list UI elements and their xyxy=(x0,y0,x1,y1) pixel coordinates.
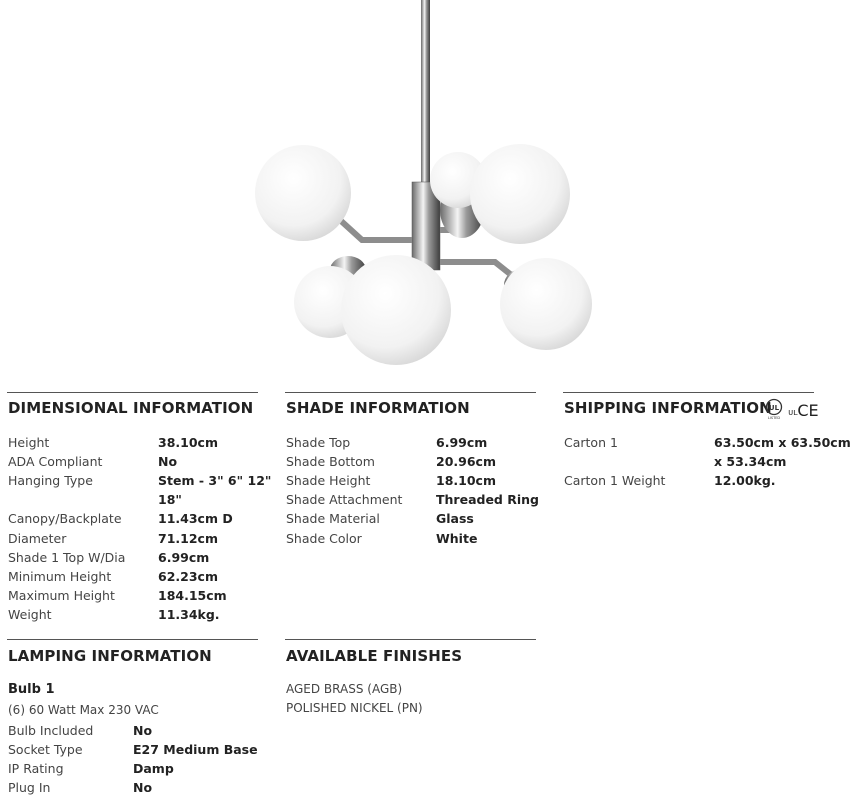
shipping-title: SHIPPING INFORMATION xyxy=(564,399,772,417)
row-value: No xyxy=(133,780,153,795)
row-label: Minimum Height xyxy=(8,569,112,584)
certification-icons xyxy=(764,398,824,420)
row-value: 18.10cm xyxy=(436,473,496,488)
ul-listed-icon xyxy=(767,400,782,421)
row-label: Carton 1 Weight xyxy=(564,473,666,488)
row-label: Shade Height xyxy=(286,473,371,488)
row-value: 38.10cm xyxy=(158,435,218,450)
row-label: Bulb Included xyxy=(8,723,94,738)
row-label: Weight xyxy=(8,607,52,622)
ce-mark-icon: CE xyxy=(797,401,819,420)
lamping-title: LAMPING INFORMATION xyxy=(8,647,212,665)
row-label: Maximum Height xyxy=(8,588,115,603)
row-value: Glass xyxy=(436,511,474,526)
lamping-rule xyxy=(7,639,258,640)
row-value-continued: x 53.34cm xyxy=(714,454,787,469)
row-value: 63.50cm x 63.50cm xyxy=(714,435,851,450)
row-label: Shade Color xyxy=(286,531,362,546)
row-label: Carton 1 xyxy=(564,435,618,450)
shade-title: SHADE INFORMATION xyxy=(286,399,470,417)
product-image xyxy=(230,0,610,370)
row-value-continued: 18" xyxy=(158,492,182,507)
row-value: 6.99cm xyxy=(436,435,488,450)
row-label: Shade Top xyxy=(286,435,351,450)
row-value: 6.99cm xyxy=(158,550,210,565)
row-label: ADA Compliant xyxy=(8,454,103,469)
row-value: 11.43cm D xyxy=(158,511,233,526)
shade-rule xyxy=(285,392,536,393)
row-label: Shade 1 Top W/Dia xyxy=(8,550,126,565)
bulb-heading: Bulb 1 xyxy=(8,682,55,697)
finish-item: POLISHED NICKEL (PN) xyxy=(286,701,423,715)
row-label: IP Rating xyxy=(8,761,64,776)
row-value: 11.34kg. xyxy=(158,607,220,622)
ul-small-mark: ᴜʟ xyxy=(788,408,798,418)
row-value: E27 Medium Base xyxy=(133,742,258,757)
dimensional-rule xyxy=(7,392,258,393)
row-value: 62.23cm xyxy=(158,569,218,584)
finishes-title: AVAILABLE FINISHES xyxy=(286,647,463,665)
row-value: 71.12cm xyxy=(158,531,218,546)
row-label: Shade Attachment xyxy=(286,492,403,507)
row-value: 20.96cm xyxy=(436,454,496,469)
listed-mark-text: LISTED xyxy=(767,416,781,420)
row-value: Threaded Ring xyxy=(436,492,539,507)
row-label: Diameter xyxy=(8,531,67,546)
row-label: Shade Bottom xyxy=(286,454,375,469)
row-value: 12.00kg. xyxy=(714,473,776,488)
row-label: Canopy/Backplate xyxy=(8,511,122,526)
row-value: White xyxy=(436,531,478,546)
row-value: No xyxy=(158,454,178,469)
row-label: Height xyxy=(8,435,50,450)
shipping-rule xyxy=(563,392,814,393)
row-label: Plug In xyxy=(8,780,51,795)
row-value: Damp xyxy=(133,761,174,776)
row-value: No xyxy=(133,723,153,738)
bulb-description: (6) 60 Watt Max 230 VAC xyxy=(8,703,159,717)
dimensional-title: DIMENSIONAL INFORMATION xyxy=(8,399,254,417)
row-label: Socket Type xyxy=(8,742,83,757)
row-value: 184.15cm xyxy=(158,588,227,603)
row-value: Stem - 3" 6" 12" xyxy=(158,473,272,488)
ul-mark-text: UL xyxy=(768,404,780,412)
row-label: Shade Material xyxy=(286,511,380,526)
finishes-rule xyxy=(285,639,536,640)
row-label: Hanging Type xyxy=(8,473,93,488)
finish-item: AGED BRASS (AGB) xyxy=(286,682,403,696)
